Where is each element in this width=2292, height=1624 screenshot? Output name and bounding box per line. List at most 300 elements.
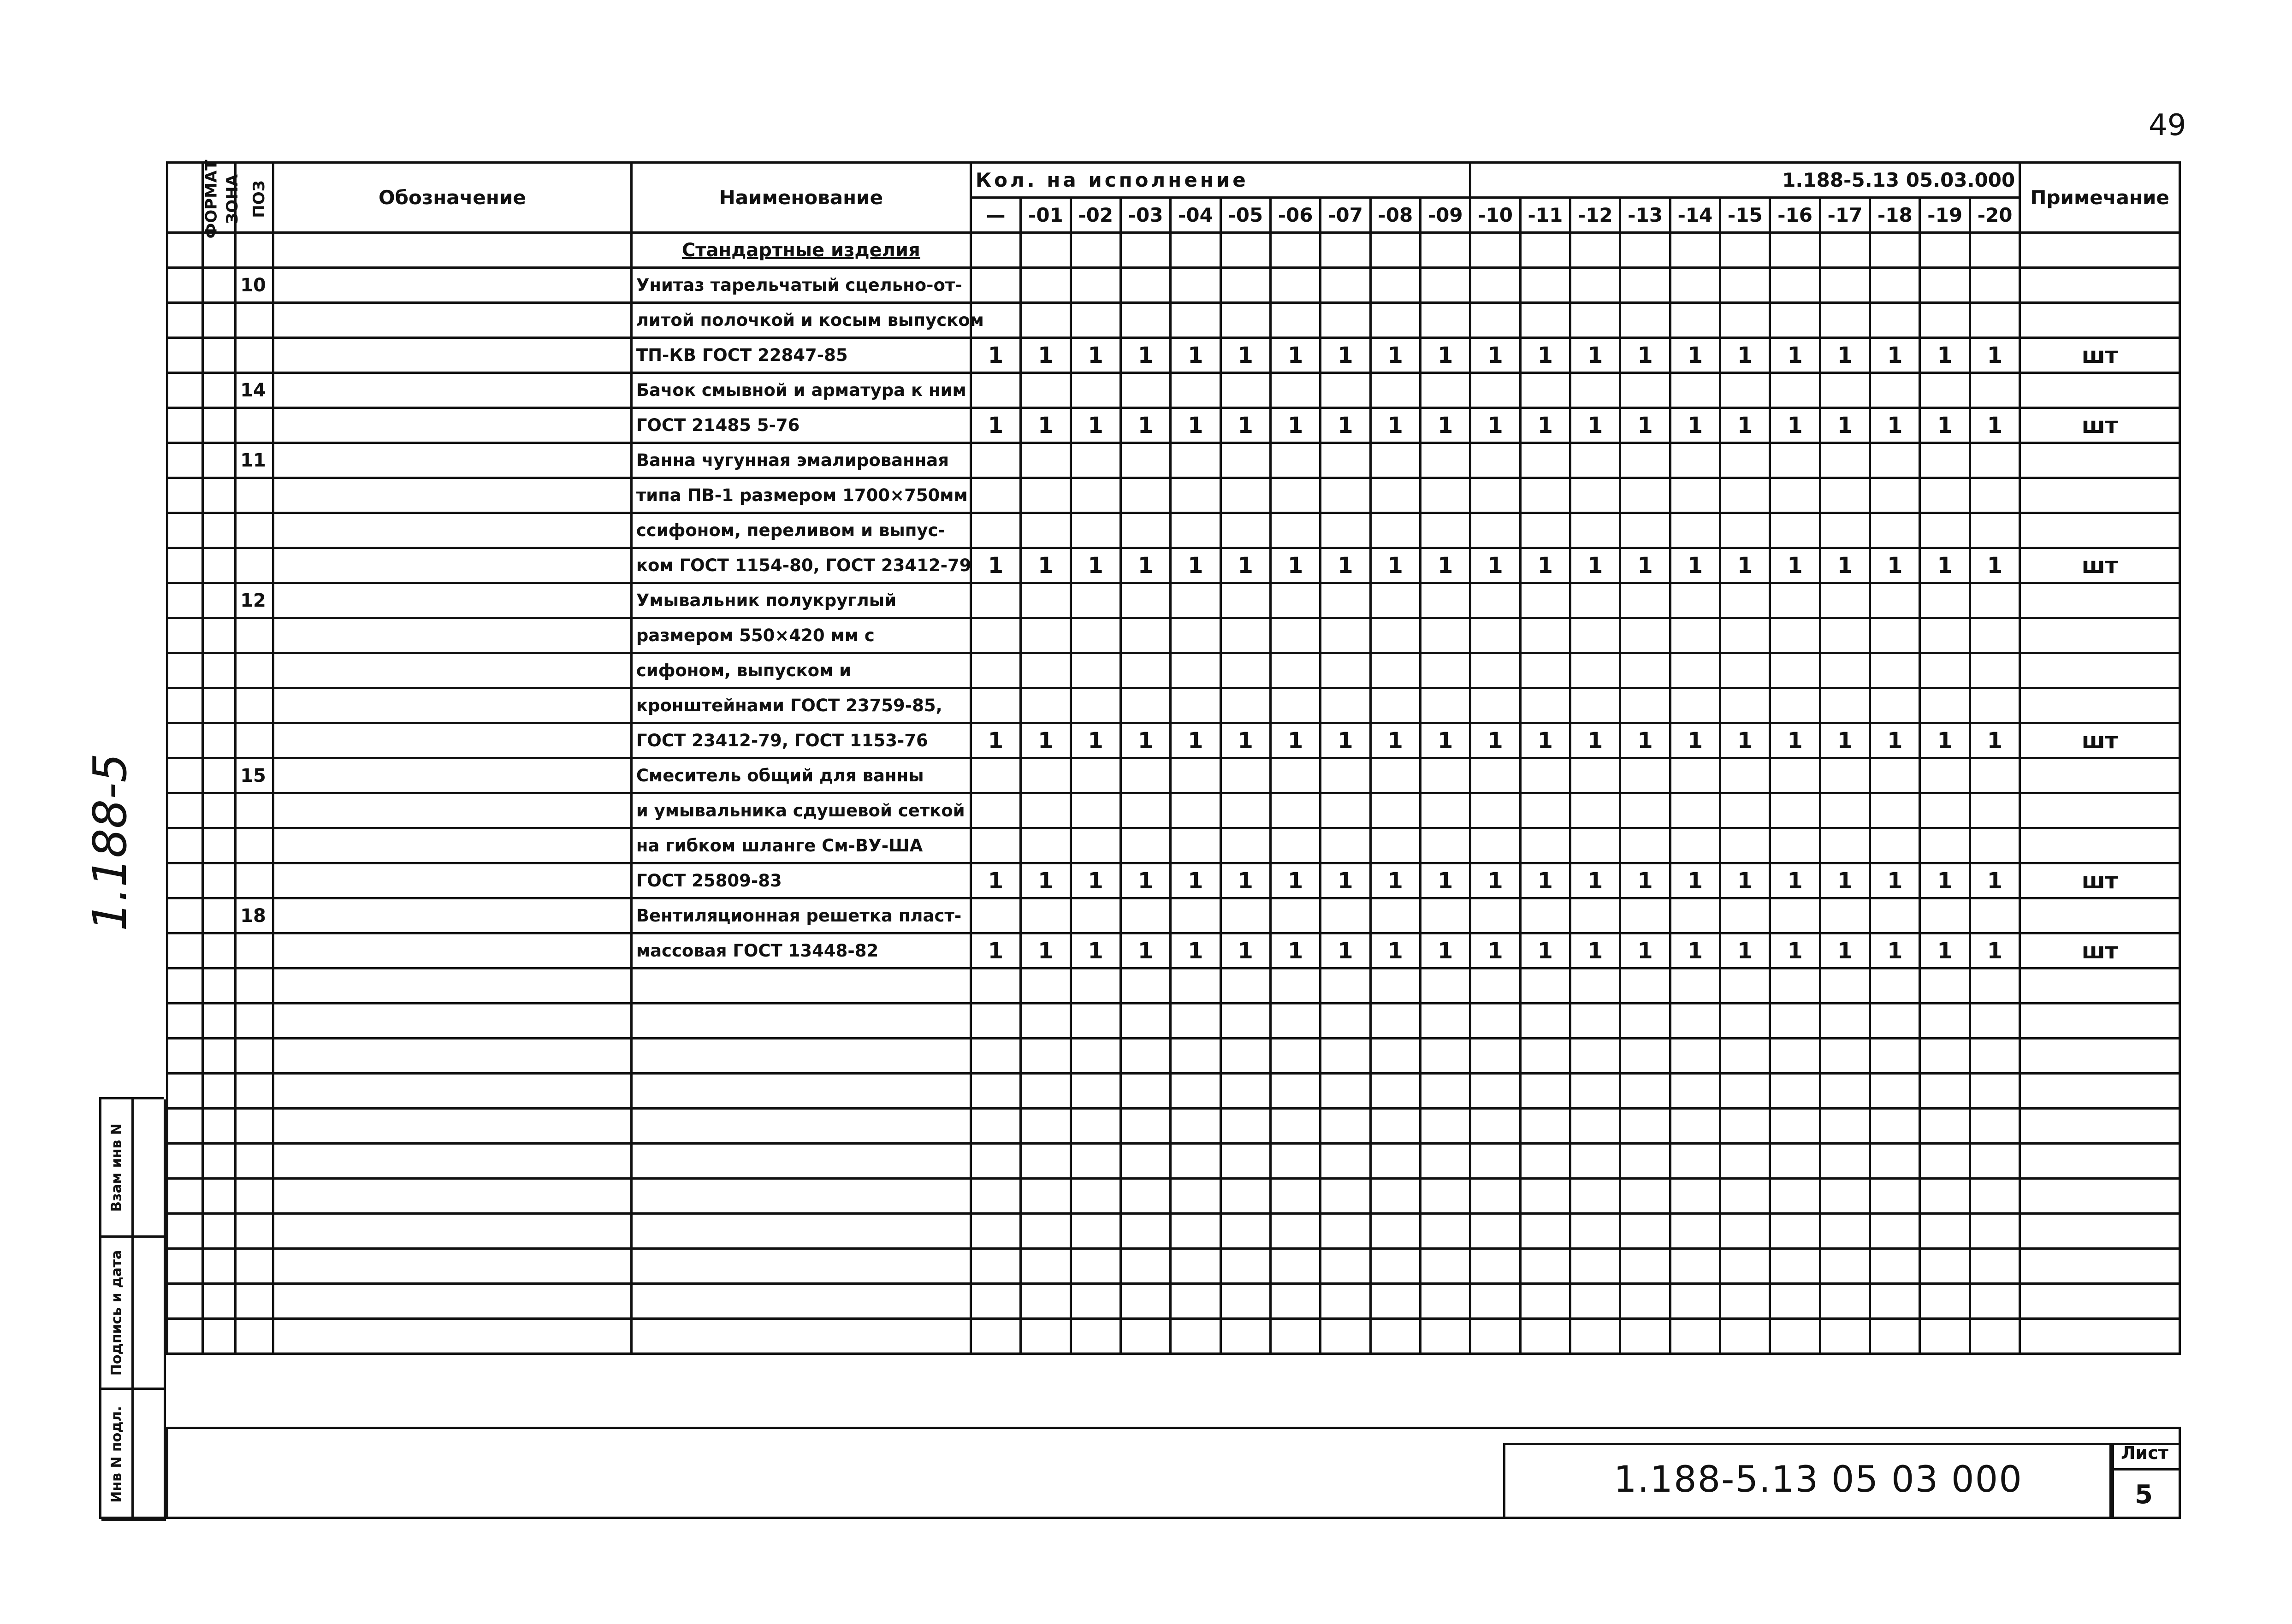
qty-cell — [1370, 443, 1420, 478]
qty-cell — [1570, 898, 1620, 933]
qty-cell — [1420, 268, 1470, 303]
qty-cell — [1470, 1074, 1520, 1109]
pos-cell — [236, 1144, 273, 1179]
qty-cell — [1970, 688, 2020, 723]
qty-cell — [971, 1179, 1020, 1214]
qty-cell: 1 — [1520, 863, 1570, 898]
format-cell — [167, 233, 203, 268]
qty-cell: 1 — [1270, 338, 1320, 373]
qty-cell — [1570, 233, 1620, 268]
qty-cell: 1 — [1920, 548, 1970, 583]
qty-cell — [1220, 583, 1270, 618]
qty-cell: 1 — [1420, 933, 1470, 968]
note-cell — [2020, 653, 2180, 688]
zone-cell — [202, 653, 236, 688]
zone-cell — [202, 1284, 236, 1319]
qty-cell — [1321, 1109, 1370, 1144]
qty-cell — [1920, 1214, 1970, 1249]
qty-cell — [1470, 793, 1520, 828]
note-cell — [2020, 1179, 2180, 1214]
qty-cell — [1420, 1004, 1470, 1039]
qty-cell — [1970, 758, 2020, 793]
qty-cell — [1120, 583, 1170, 618]
qty-cell — [1770, 1004, 1820, 1039]
qty-cell — [1970, 1039, 2020, 1074]
qty-cell: 1 — [1270, 408, 1320, 443]
qty-cell — [1720, 268, 1770, 303]
qty-cell: 1 — [1021, 338, 1071, 373]
note-cell: шт — [2020, 338, 2180, 373]
qty-cell — [1120, 1179, 1170, 1214]
qty-cell — [1071, 968, 1120, 1004]
pos-cell — [236, 863, 273, 898]
zone-cell — [202, 723, 236, 758]
qty-cell: 1 — [1520, 408, 1570, 443]
qty-cell — [1370, 688, 1420, 723]
qty-cell — [1420, 793, 1470, 828]
qty-cell — [1870, 1039, 1920, 1074]
qty-cell: 1 — [1820, 338, 1870, 373]
qty-cell — [1970, 1179, 2020, 1214]
qty-cell — [1071, 1144, 1120, 1179]
qty-cell: 1 — [1470, 548, 1520, 583]
qty-cell: 1 — [1270, 548, 1320, 583]
qty-cell — [1071, 1004, 1120, 1039]
name-cell — [631, 1004, 971, 1039]
variant-header: -11 — [1520, 198, 1570, 233]
variant-header: -02 — [1071, 198, 1120, 233]
variant-header: -08 — [1370, 198, 1420, 233]
format-cell — [167, 303, 203, 338]
qty-cell — [1420, 478, 1470, 513]
name-cell: Смеситель общий для ванны — [631, 758, 971, 793]
qty-cell — [1321, 618, 1370, 653]
qty-cell — [1720, 968, 1770, 1004]
name-cell — [631, 1179, 971, 1214]
qty-cell — [1770, 618, 1820, 653]
qty-cell — [1570, 268, 1620, 303]
qty-cell — [1620, 1249, 1670, 1284]
zone-cell — [202, 793, 236, 828]
name-cell: и умывальника сдушевой сеткой — [631, 793, 971, 828]
qty-cell: 1 — [1120, 933, 1170, 968]
zone-cell — [202, 618, 236, 653]
zone-cell — [202, 443, 236, 478]
variant-header: -12 — [1570, 198, 1620, 233]
qty-cell — [1620, 793, 1670, 828]
qty-cell — [1820, 1144, 1870, 1179]
qty-cell — [971, 1074, 1020, 1109]
qty-cell — [1220, 1074, 1270, 1109]
qty-cell — [1520, 233, 1570, 268]
designation-cell — [273, 1319, 631, 1354]
qty-cell — [1620, 898, 1670, 933]
qty-cell — [1670, 478, 1720, 513]
left-margin-strip — [99, 1097, 164, 1519]
qty-cell — [1370, 1284, 1420, 1319]
qty-cell — [1920, 793, 1970, 828]
table-row — [167, 408, 2180, 443]
name-cell: ГОСТ 21485 5-76 — [631, 408, 971, 443]
qty-cell — [971, 233, 1020, 268]
qty-cell — [1670, 233, 1720, 268]
variant-header: -01 — [1021, 198, 1071, 233]
qty-cell — [1520, 1249, 1570, 1284]
qty-cell — [1420, 443, 1470, 478]
designation-cell — [273, 338, 631, 373]
qty-cell: 1 — [1820, 408, 1870, 443]
qty-cell — [1520, 793, 1570, 828]
qty-cell — [1720, 1004, 1770, 1039]
qty-cell: 1 — [1720, 863, 1770, 898]
qty-cell: 1 — [1920, 338, 1970, 373]
qty-cell — [1470, 758, 1520, 793]
qty-cell — [1820, 583, 1870, 618]
pos-cell — [236, 618, 273, 653]
qty-cell — [971, 828, 1020, 863]
qty-cell — [1370, 758, 1420, 793]
qty-cell: 1 — [1370, 863, 1420, 898]
name-cell: Стандартные изделия — [631, 233, 971, 268]
qty-cell: 1 — [1470, 933, 1520, 968]
zone-cell — [202, 513, 236, 548]
sign-date-label-cell: Подпись и дата — [101, 1238, 134, 1390]
qty-cell — [1120, 758, 1170, 793]
table-row — [167, 373, 2180, 408]
qty-cell — [1870, 793, 1920, 828]
qty-cell: 1 — [971, 338, 1020, 373]
qty-cell — [1970, 478, 2020, 513]
qty-cell — [1570, 653, 1620, 688]
qty-cell — [1570, 618, 1620, 653]
qty-cell — [1071, 583, 1120, 618]
variant-header: -09 — [1420, 198, 1470, 233]
pos-cell — [236, 653, 273, 688]
table-row — [167, 268, 2180, 303]
qty-cell: 1 — [1470, 723, 1520, 758]
note-cell: шт — [2020, 548, 2180, 583]
qty-cell — [1021, 1074, 1071, 1109]
qty-cell — [1220, 233, 1270, 268]
qty-cell — [1171, 1074, 1220, 1109]
zone-cell — [202, 408, 236, 443]
qty-cell — [1270, 1179, 1320, 1214]
zone-cell — [202, 898, 236, 933]
qty-cell: 1 — [1420, 723, 1470, 758]
qty-cell — [1770, 898, 1820, 933]
qty-cell — [1321, 1319, 1370, 1354]
qty-cell — [1620, 1109, 1670, 1144]
qty-cell — [1570, 1214, 1620, 1249]
qty-cell — [1770, 303, 1820, 338]
qty-cell: 1 — [1770, 548, 1820, 583]
note-cell — [2020, 1249, 2180, 1284]
name-cell: сифоном, выпуском и — [631, 653, 971, 688]
qty-cell: 1 — [1071, 548, 1120, 583]
qty-cell — [1520, 1074, 1570, 1109]
table-row — [167, 618, 2180, 653]
qty-cell — [1270, 898, 1320, 933]
qty-cell — [1970, 968, 2020, 1004]
qty-cell — [1570, 968, 1620, 1004]
qty-cell — [1620, 1004, 1670, 1039]
qty-cell — [1670, 268, 1720, 303]
qty-cell — [1920, 898, 1970, 933]
qty-cell: 1 — [971, 723, 1020, 758]
qty-cell — [1420, 1074, 1470, 1109]
designation-cell — [273, 268, 631, 303]
qty-cell — [1570, 513, 1620, 548]
table-row — [167, 968, 2180, 1004]
qty-cell — [1220, 968, 1270, 1004]
qty-cell — [1270, 1284, 1320, 1319]
qty-cell — [1720, 1319, 1770, 1354]
name-cell — [631, 1144, 971, 1179]
qty-cell — [1970, 1074, 2020, 1109]
qty-cell — [1321, 1074, 1370, 1109]
qty-cell — [1120, 513, 1170, 548]
qty-cell — [1770, 793, 1820, 828]
format-cell — [167, 478, 203, 513]
qty-cell — [1970, 373, 2020, 408]
qty-cell — [1920, 1319, 1970, 1354]
qty-cell — [1220, 688, 1270, 723]
qty-cell: 1 — [1570, 863, 1620, 898]
note-cell — [2020, 1284, 2180, 1319]
qty-cell: 1 — [1370, 933, 1420, 968]
format-cell — [167, 548, 203, 583]
format-cell — [167, 933, 203, 968]
qty-cell — [1820, 1284, 1870, 1319]
qty-cell — [1321, 793, 1370, 828]
qty-cell — [1820, 688, 1870, 723]
qty-cell — [1620, 513, 1670, 548]
qty-cell — [1570, 1319, 1620, 1354]
qty-cell — [1520, 1214, 1570, 1249]
qty-cell: 1 — [971, 548, 1020, 583]
format-cell — [167, 1109, 203, 1144]
qty-cell — [1570, 1144, 1620, 1179]
qty-cell — [1670, 898, 1720, 933]
qty-cell — [1770, 1179, 1820, 1214]
qty-cell — [1021, 1109, 1071, 1144]
qty-cell — [1021, 1179, 1071, 1214]
qty-cell — [1470, 1249, 1520, 1284]
table-row — [167, 233, 2180, 268]
qty-cell: 1 — [1620, 863, 1670, 898]
qty-cell — [1370, 898, 1420, 933]
qty-cell — [1670, 303, 1720, 338]
qty-cell — [1570, 478, 1620, 513]
table-row — [167, 1249, 2180, 1284]
qty-cell — [1071, 1249, 1120, 1284]
qty-cell — [1820, 373, 1870, 408]
qty-cell — [1870, 1179, 1920, 1214]
qty-cell — [1520, 583, 1570, 618]
qty-cell — [1620, 303, 1670, 338]
pos-cell: 15 — [236, 758, 273, 793]
qty-cell: 1 — [1620, 723, 1670, 758]
qty-cell — [1920, 1284, 1970, 1319]
qty-cell — [1570, 1074, 1620, 1109]
designation-cell — [273, 688, 631, 723]
qty-cell — [1420, 1214, 1470, 1249]
variant-header: -19 — [1920, 198, 1970, 233]
qty-cell — [1770, 1074, 1820, 1109]
qty-cell — [1120, 443, 1170, 478]
designation-cell — [273, 373, 631, 408]
qty-cell — [1470, 968, 1520, 1004]
qty-cell: 1 — [1520, 338, 1570, 373]
qty-cell: 1 — [1870, 723, 1920, 758]
qty-cell — [1520, 968, 1570, 1004]
qty-cell — [1470, 1319, 1520, 1354]
qty-cell — [1220, 1039, 1270, 1074]
qty-cell — [1071, 443, 1120, 478]
qty-cell — [1770, 373, 1820, 408]
qty-cell — [1570, 373, 1620, 408]
designation-cell — [273, 793, 631, 828]
name-cell: размером 550×420 мм с — [631, 618, 971, 653]
format-cell — [167, 968, 203, 1004]
zone-cell — [202, 303, 236, 338]
format-cell — [167, 268, 203, 303]
designation-cell — [273, 1144, 631, 1179]
qty-cell — [1021, 1319, 1071, 1354]
qty-cell — [1021, 1249, 1071, 1284]
qty-cell — [1920, 443, 1970, 478]
qty-cell — [1220, 898, 1270, 933]
qty-cell — [1970, 268, 2020, 303]
qty-cell — [1620, 1074, 1670, 1109]
note-cell — [2020, 793, 2180, 828]
table-row — [167, 303, 2180, 338]
qty-cell — [1321, 1179, 1370, 1214]
note-cell — [2020, 373, 2180, 408]
qty-cell — [1270, 758, 1320, 793]
qty-cell — [1420, 688, 1470, 723]
qty-cell — [1021, 618, 1071, 653]
format-cell — [167, 618, 203, 653]
qty-cell — [1670, 1284, 1720, 1319]
qty-cell — [1270, 583, 1320, 618]
qty-cell — [1071, 898, 1120, 933]
qty-cell — [1870, 478, 1920, 513]
name-cell: ГОСТ 25809-83 — [631, 863, 971, 898]
qty-cell — [1120, 1039, 1170, 1074]
qty-cell: 1 — [1670, 863, 1720, 898]
qty-cell — [1420, 898, 1470, 933]
qty-cell — [971, 443, 1020, 478]
qty-cell: 1 — [1470, 338, 1520, 373]
qty-cell — [971, 268, 1020, 303]
sign-date-value-cell — [134, 1238, 166, 1390]
designation-cell — [273, 968, 631, 1004]
qty-cell — [1171, 1039, 1220, 1074]
qty-cell: 1 — [1820, 548, 1870, 583]
qty-cell — [1171, 758, 1220, 793]
qty-cell — [1321, 1144, 1370, 1179]
qty-cell — [1171, 513, 1220, 548]
zone-cell — [202, 338, 236, 373]
pos-cell — [236, 1319, 273, 1354]
qty-cell — [1470, 1284, 1520, 1319]
qty-cell — [1620, 618, 1670, 653]
qty-cell — [1321, 1284, 1370, 1319]
qty-cell — [971, 478, 1020, 513]
qty-cell — [1270, 303, 1320, 338]
qty-cell: 1 — [1870, 338, 1920, 373]
qty-cell — [1220, 1109, 1270, 1144]
format-cell — [167, 1319, 203, 1354]
qty-cell: 1 — [1171, 863, 1220, 898]
qty-cell — [1021, 1214, 1071, 1249]
qty-cell — [1071, 758, 1120, 793]
qty-cell: 1 — [1021, 933, 1071, 968]
qty-cell: 1 — [971, 863, 1020, 898]
pos-cell: 12 — [236, 583, 273, 618]
qty-cell: 1 — [1321, 933, 1370, 968]
qty-cell — [1420, 1109, 1470, 1144]
qty-cell — [1021, 233, 1071, 268]
format-cell — [167, 1074, 203, 1109]
qty-cell — [1420, 1039, 1470, 1074]
qty-cell: 1 — [1270, 863, 1320, 898]
qty-cell — [1220, 478, 1270, 513]
qty-cell — [1270, 513, 1320, 548]
qty-cell — [1520, 1284, 1570, 1319]
qty-cell — [1520, 303, 1570, 338]
qty-cell — [1470, 1039, 1520, 1074]
designation-cell — [273, 1004, 631, 1039]
qty-cell — [1021, 758, 1071, 793]
qty-cell — [1770, 268, 1820, 303]
qty-cell — [1370, 793, 1420, 828]
qty-cell — [1021, 1284, 1071, 1319]
qty-cell — [971, 1214, 1020, 1249]
qty-cell — [1420, 1144, 1470, 1179]
doc-code-header: 1.188-5.13 05.03.000 — [1470, 163, 2020, 198]
qty-cell: 1 — [1370, 338, 1420, 373]
qty-cell — [1720, 688, 1770, 723]
qty-cell — [1420, 1284, 1470, 1319]
sheet-number: 5 — [2135, 1480, 2153, 1510]
qty-cell — [1470, 1179, 1520, 1214]
qty-cell — [1120, 1144, 1170, 1179]
qty-cell — [1870, 898, 1920, 933]
qty-cell — [1470, 478, 1520, 513]
qty-cell — [1970, 443, 2020, 478]
qty-cell — [1920, 968, 1970, 1004]
table-row — [167, 863, 2180, 898]
qty-cell — [1820, 1039, 1870, 1074]
qty-cell — [1370, 1004, 1420, 1039]
format-cell — [167, 1144, 203, 1179]
qty-cell — [1120, 898, 1170, 933]
qty-cell — [1270, 1249, 1320, 1284]
qty-cell: 1 — [1920, 933, 1970, 968]
qty-cell — [1920, 478, 1970, 513]
note-cell — [2020, 618, 2180, 653]
format-cell — [167, 898, 203, 933]
qty-cell — [1220, 1249, 1270, 1284]
qty-cell: 1 — [1720, 933, 1770, 968]
qty-cell: 1 — [1171, 723, 1220, 758]
qty-cell — [1870, 513, 1920, 548]
qty-cell — [1470, 688, 1520, 723]
pos-cell — [236, 828, 273, 863]
qty-cell — [1770, 1144, 1820, 1179]
